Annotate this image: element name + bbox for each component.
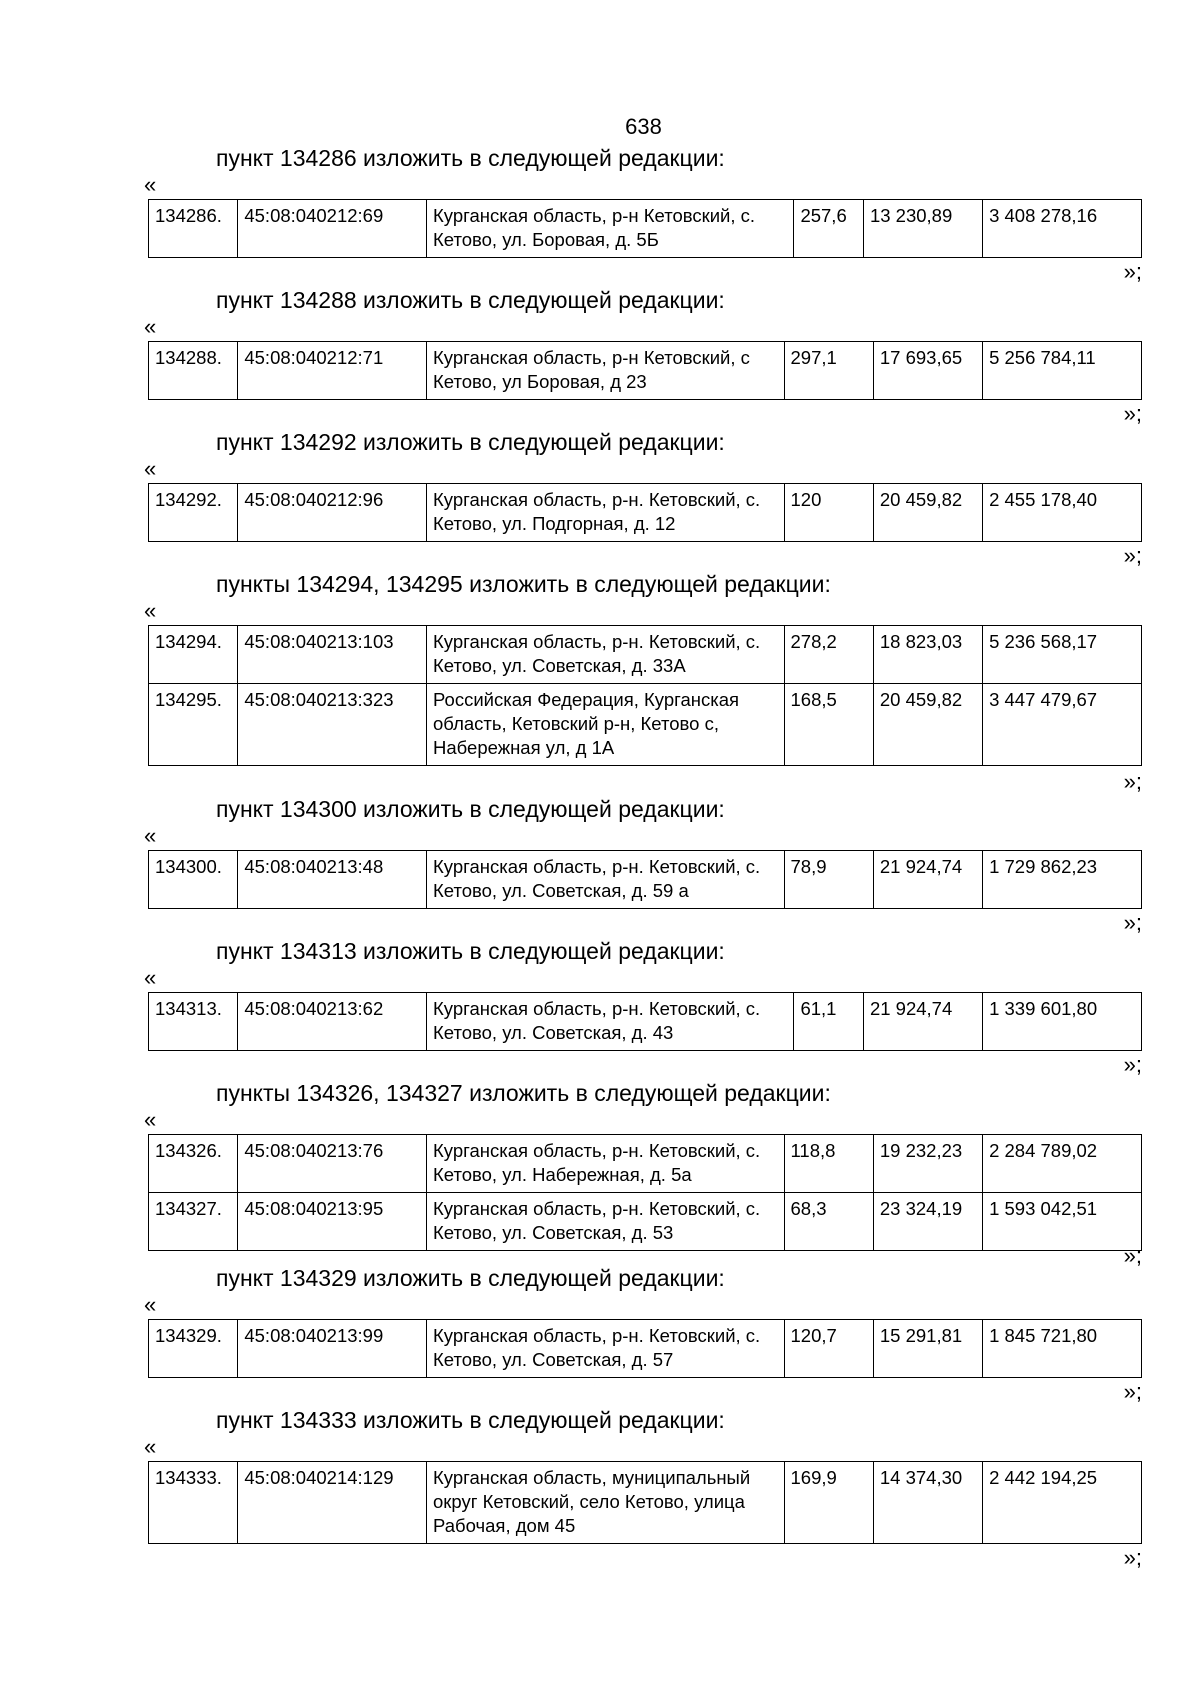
entries-table (148, 199, 1142, 258)
table-row (149, 684, 1142, 766)
cadastral-value-cell: 3 408 278,16 (983, 200, 1142, 258)
area-cell: 120 (784, 484, 873, 542)
cadastral-number-cell: 45:08:040213:62 (238, 993, 427, 1051)
area-cell: 78,9 (784, 851, 873, 909)
amendment-section (0, 144, 1200, 286)
area-cell: 61,1 (794, 993, 864, 1051)
opening-quote: « (144, 1107, 157, 1132)
cadastral-value-cell: 5 236 568,17 (983, 626, 1142, 684)
address-cell: Российская Федерация, Курганская область, Кетовский р-н, Кетово с, Набережная ул, д 1А (427, 684, 784, 766)
rate-cell: 23 324,19 (873, 1193, 982, 1251)
cadastral-number-cell: 45:08:040213:76 (238, 1135, 427, 1193)
item-number-cell: 134300. (149, 851, 238, 909)
closing-quote: »; (1123, 910, 1142, 935)
amendment-heading: пункты 134326, 134327 изложить в следующей редакции: (216, 1080, 831, 1106)
amendment-section (0, 1079, 1200, 1268)
item-number-cell: 134295. (149, 684, 238, 766)
entries-table (148, 341, 1142, 400)
closing-quote: »; (1123, 769, 1142, 794)
cadastral-value-cell: 5 256 784,11 (983, 342, 1142, 400)
entries-table (148, 625, 1142, 766)
cadastral-number-cell: 45:08:040212:71 (238, 342, 427, 400)
table-row (149, 1135, 1142, 1193)
area-cell: 168,5 (784, 684, 873, 766)
amendment-heading: пункт 134292 изложить в следующей редакции: (216, 429, 725, 455)
closing-quote: »; (1123, 1052, 1142, 1077)
item-number-cell: 134292. (149, 484, 238, 542)
cadastral-value-cell: 1 729 862,23 (983, 851, 1142, 909)
opening-quote: « (144, 172, 157, 197)
area-cell: 118,8 (784, 1135, 873, 1193)
address-cell: Курганская область, р-н Кетовский, с. Кетово, ул. Боровая, д. 5Б (427, 200, 794, 258)
item-number-cell: 134294. (149, 626, 238, 684)
cadastral-value-cell: 1 845 721,80 (983, 1320, 1142, 1378)
item-number-cell: 134326. (149, 1135, 238, 1193)
amendment-heading: пункт 134333 изложить в следующей редакции: (216, 1407, 725, 1433)
address-cell: Курганская область, р-н. Кетовский, с. Кетово, ул. Советская, д. 43 (427, 993, 794, 1051)
entries-table (148, 992, 1142, 1051)
amendment-section (0, 570, 1200, 795)
amendment-heading: пункт 134300 изложить в следующей редакции: (216, 796, 725, 822)
cadastral-number-cell: 45:08:040213:103 (238, 626, 427, 684)
cadastral-number-cell: 45:08:040213:48 (238, 851, 427, 909)
item-number-cell: 134327. (149, 1193, 238, 1251)
item-number-cell: 134286. (149, 200, 238, 258)
cadastral-value-cell: 2 455 178,40 (983, 484, 1142, 542)
rate-cell: 21 924,74 (863, 993, 982, 1051)
amendment-section (0, 1406, 1200, 1570)
entries-table (148, 1319, 1142, 1378)
rate-cell: 15 291,81 (873, 1320, 982, 1378)
closing-quote: »; (1123, 1243, 1142, 1268)
amendment-heading: пункты 134294, 134295 изложить в следующей редакции: (216, 571, 831, 597)
address-cell: Курганская область, р-н. Кетовский, с. Кетово, ул. Советская, д. 59 а (427, 851, 784, 909)
amendment-section (0, 795, 1200, 937)
opening-quote: « (144, 1434, 157, 1459)
address-cell: Курганская область, муниципальный округ Кетовский, село Кетово, улица Рабочая, дом 45 (427, 1462, 784, 1544)
address-cell: Курганская область, р-н. Кетовский, с. Кетово, ул. Советская, д. 53 (427, 1193, 784, 1251)
cadastral-number-cell: 45:08:040212:96 (238, 484, 427, 542)
cadastral-value-cell: 1 339 601,80 (983, 993, 1142, 1051)
table-row (149, 1462, 1142, 1544)
opening-quote: « (144, 1292, 157, 1317)
amendment-section (0, 428, 1200, 570)
table-row (149, 484, 1142, 542)
opening-quote: « (144, 456, 157, 481)
cadastral-number-cell: 45:08:040213:99 (238, 1320, 427, 1378)
area-cell: 120,7 (784, 1320, 873, 1378)
cadastral-value-cell: 2 284 789,02 (983, 1135, 1142, 1193)
closing-quote: »; (1123, 259, 1142, 284)
amendments-list (0, 144, 1200, 1570)
address-cell: Курганская область, р-н. Кетовский, с. Кетово, ул. Набережная, д. 5а (427, 1135, 784, 1193)
entries-table (148, 483, 1142, 542)
area-cell: 68,3 (784, 1193, 873, 1251)
rate-cell: 13 230,89 (863, 200, 982, 258)
amendment-heading: пункт 134313 изложить в следующей редакции: (216, 938, 725, 964)
rate-cell: 21 924,74 (873, 851, 982, 909)
rate-cell: 18 823,03 (873, 626, 982, 684)
rate-cell: 17 693,65 (873, 342, 982, 400)
opening-quote: « (144, 965, 157, 990)
cadastral-value-cell: 1 593 042,51 (983, 1193, 1142, 1251)
opening-quote: « (144, 314, 157, 339)
item-number-cell: 134313. (149, 993, 238, 1051)
closing-quote: »; (1123, 401, 1142, 426)
cadastral-number-cell: 45:08:040212:69 (238, 200, 427, 258)
area-cell: 169,9 (784, 1462, 873, 1544)
closing-quote: »; (1123, 543, 1142, 568)
closing-quote: »; (1123, 1379, 1142, 1404)
address-cell: Курганская область, р-н Кетовский, с Кетово, ул Боровая, д 23 (427, 342, 784, 400)
item-number-cell: 134333. (149, 1462, 238, 1544)
page-number: 638 (625, 114, 662, 139)
table-row (149, 1320, 1142, 1378)
rate-cell: 20 459,82 (873, 484, 982, 542)
amendment-heading: пункт 134286 изложить в следующей редакции: (216, 145, 725, 171)
amendment-section (0, 1264, 1200, 1406)
entries-table (148, 1134, 1142, 1251)
address-cell: Курганская область, р-н. Кетовский, с. Кетово, ул. Советская, д. 57 (427, 1320, 784, 1378)
area-cell: 278,2 (784, 626, 873, 684)
entries-table (148, 1461, 1142, 1544)
table-row (149, 993, 1142, 1051)
address-cell: Курганская область, р-н. Кетовский, с. Кетово, ул. Подгорная, д. 12 (427, 484, 784, 542)
cadastral-number-cell: 45:08:040213:323 (238, 684, 427, 766)
rate-cell: 19 232,23 (873, 1135, 982, 1193)
opening-quote: « (144, 823, 157, 848)
cadastral-number-cell: 45:08:040214:129 (238, 1462, 427, 1544)
table-row (149, 342, 1142, 400)
table-row (149, 200, 1142, 258)
cadastral-value-cell: 3 447 479,67 (983, 684, 1142, 766)
cadastral-number-cell: 45:08:040213:95 (238, 1193, 427, 1251)
amendment-heading: пункт 134288 изложить в следующей редакции: (216, 287, 725, 313)
area-cell: 257,6 (794, 200, 864, 258)
opening-quote: « (144, 598, 157, 623)
item-number-cell: 134288. (149, 342, 238, 400)
rate-cell: 14 374,30 (873, 1462, 982, 1544)
table-row (149, 851, 1142, 909)
rate-cell: 20 459,82 (873, 684, 982, 766)
table-row (149, 1193, 1142, 1251)
cadastral-value-cell: 2 442 194,25 (983, 1462, 1142, 1544)
table-row (149, 626, 1142, 684)
amendment-heading: пункт 134329 изложить в следующей редакции: (216, 1265, 725, 1291)
closing-quote: »; (1123, 1545, 1142, 1570)
area-cell: 297,1 (784, 342, 873, 400)
amendment-section (0, 937, 1200, 1079)
amendment-section (0, 286, 1200, 428)
item-number-cell: 134329. (149, 1320, 238, 1378)
address-cell: Курганская область, р-н. Кетовский, с. Кетово, ул. Советская, д. 33А (427, 626, 784, 684)
entries-table (148, 850, 1142, 909)
